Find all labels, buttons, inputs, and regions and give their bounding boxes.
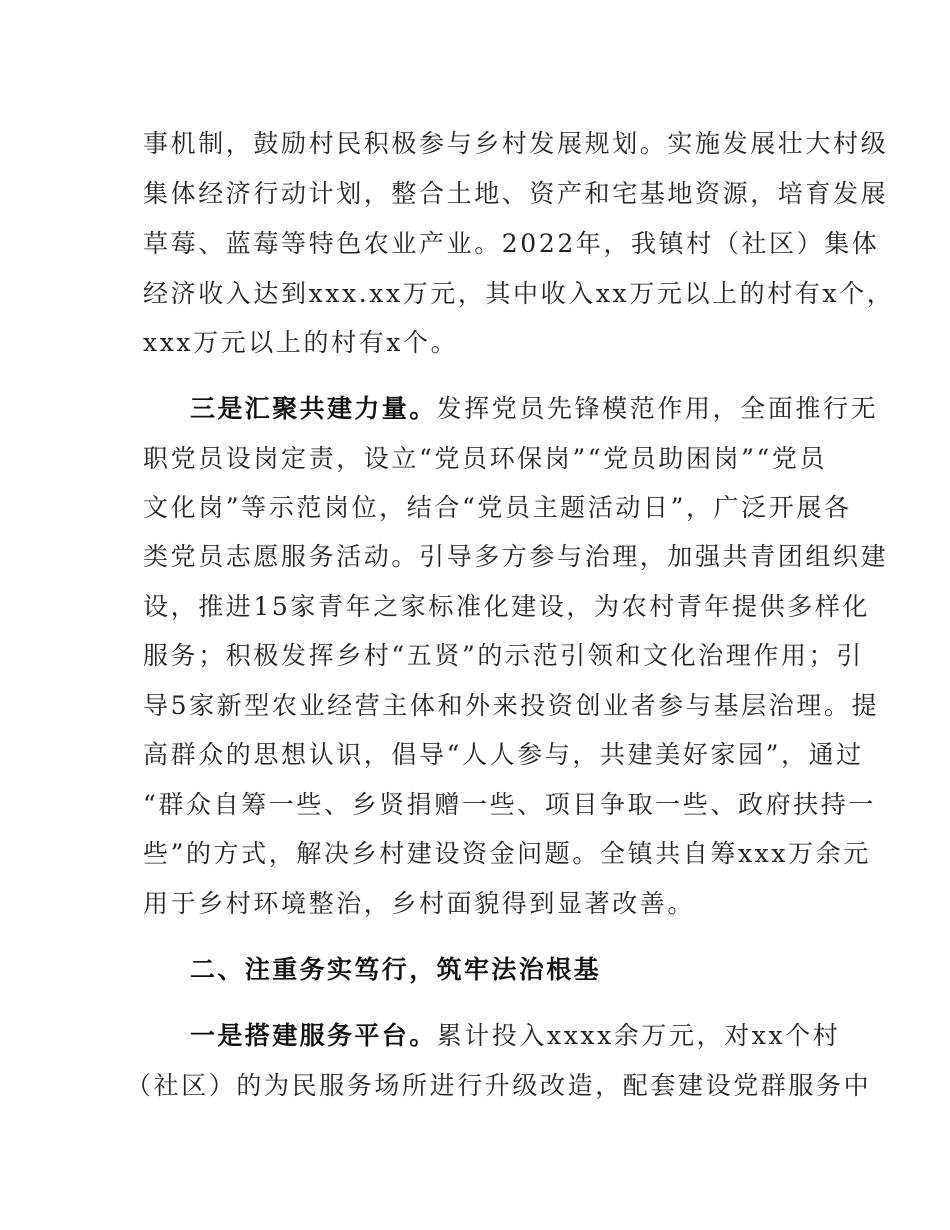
- paragraph-line: 集体经济行动计划，整合土地、资产和宅基地资源，培育发展: [143, 179, 889, 208]
- paragraph-line: 草莓、蓝莓等特色农业产业。2022年，我镇村（社区）集体: [143, 229, 880, 258]
- paragraph-line: 职党员设岗定责，设立“党员环保岗”“党员助困岗”“党员: [143, 444, 828, 473]
- section-lead-heading: 一是搭建服务平台。: [190, 1021, 437, 1050]
- paragraph-line: 设，推进15家青年之家标准化建设，为农村青年提供多样化: [143, 592, 871, 621]
- paragraph-line: “群众自筹一些、乡贤捐赠一些、项目争取一些、政府扶持一: [143, 790, 876, 819]
- paragraph-line: 高群众的思想认识，倡导“人人参与，共建美好家园”，通过: [143, 740, 864, 769]
- paragraph-line: xxx万元以上的村有x个。: [143, 328, 459, 357]
- paragraph-line: 事机制，鼓励村民积极参与乡村发展规划。实施发展壮大村级: [143, 129, 889, 158]
- section-lead-heading: 三是汇聚共建力量。: [190, 394, 437, 423]
- section-heading: 二、注重务实笃行，筑牢法治根基: [190, 955, 602, 984]
- paragraph-first-line: [190, 392, 878, 426]
- paragraph-line: 文化岗”等示范岗位，结合“党员主题活动日”，广泛开展各: [143, 493, 852, 522]
- paragraph-text: 发挥党员先锋模范作用，全面推行无: [436, 394, 879, 423]
- paragraph-line: 用于乡村环境整治，乡村面貌得到显著改善。: [143, 889, 696, 918]
- paragraph-line: 类党员志愿服务活动。引导多方参与治理，加强共青团组织建: [143, 542, 889, 571]
- paragraph-line: （社区）的为民服务场所进行升级改造，配套建设党群服务中: [126, 1071, 872, 1100]
- paragraph-first-line: [190, 1019, 840, 1053]
- paragraph-line: 服务；积极发挥乡村“五贤”的示范引领和文化治理作用；引: [143, 641, 864, 670]
- paragraph-line: 些”的方式，解决乡村建设资金问题。全镇共自筹xxx万余元: [143, 839, 871, 868]
- paragraph-text: 累计投入xxxx余万元，对xx个村: [436, 1021, 841, 1050]
- paragraph-line: 导5家新型农业经营主体和外来投资创业者参与基层治理。提: [143, 691, 880, 720]
- paragraph-line: 经济收入达到xxx.xx万元，其中收入xx万元以上的村有x个，: [143, 279, 895, 308]
